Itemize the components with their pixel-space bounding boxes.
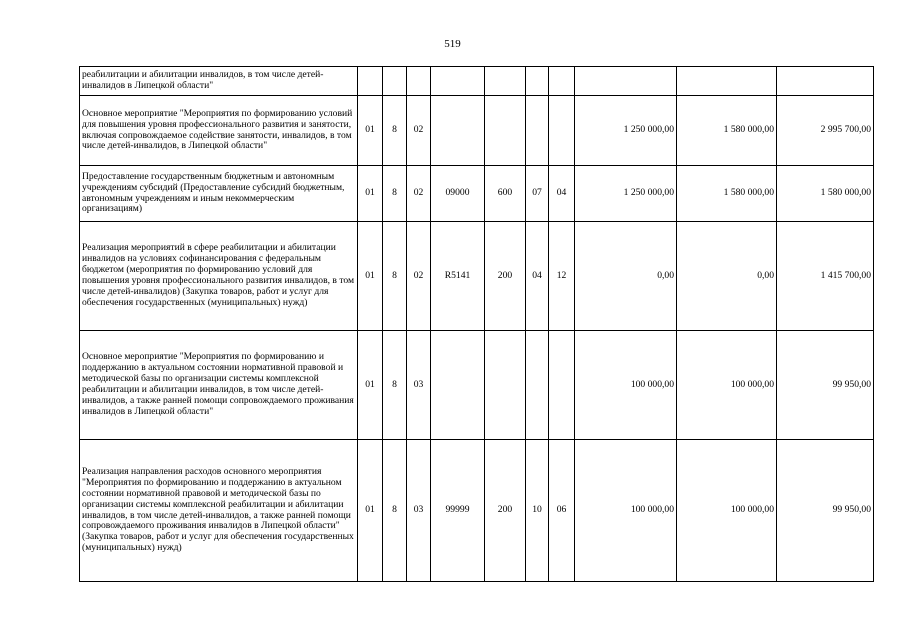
amount-year-2: 1 580 000,00 xyxy=(677,96,777,166)
amount-year-3 xyxy=(777,67,874,96)
amount-year-2: 100 000,00 xyxy=(677,440,777,582)
code-section xyxy=(526,67,549,96)
code-expense-type: 200 xyxy=(485,440,526,582)
row-description: реабилитации и абилитации инвалидов, в том числе детей-инвалидов в Липецкой области" xyxy=(80,67,358,96)
amount-year-3: 99 950,00 xyxy=(777,331,874,440)
code-event: 03 xyxy=(407,440,431,582)
code-direction: 09000 xyxy=(431,166,485,222)
table-body xyxy=(80,67,874,582)
table-row xyxy=(80,96,874,166)
table-row xyxy=(80,440,874,582)
code-direction: R5141 xyxy=(431,222,485,331)
code-program: 01 xyxy=(358,222,383,331)
amount-year-3: 1 580 000,00 xyxy=(777,166,874,222)
code-section: 04 xyxy=(526,222,549,331)
budget-table xyxy=(79,66,874,582)
code-direction: 99999 xyxy=(431,440,485,582)
table-row xyxy=(80,222,874,331)
code-section xyxy=(526,331,549,440)
code-subprogram: 8 xyxy=(383,96,407,166)
code-event: 02 xyxy=(407,96,431,166)
code-expense-type xyxy=(485,331,526,440)
code-subsection: 06 xyxy=(549,440,575,582)
code-subsection xyxy=(549,96,575,166)
code-subsection xyxy=(549,67,575,96)
code-expense-type xyxy=(485,67,526,96)
code-event: 03 xyxy=(407,331,431,440)
amount-year-2: 100 000,00 xyxy=(677,331,777,440)
row-description: Реализация мероприятий в сфере реабилитации и абилитации инвалидов на условиях софинансирования с федеральным бюджетом (мероприятия по формированию условий для повышения уровня профессионального развития инвалидов, в том числе детей-инвалидов) (Закупка товаров, работ и услуг для обеспечения государственных (муниципальных) нужд) xyxy=(80,222,358,331)
amount-year-2 xyxy=(677,67,777,96)
code-subprogram xyxy=(383,67,407,96)
code-direction xyxy=(431,67,485,96)
table-row xyxy=(80,331,874,440)
code-subsection: 12 xyxy=(549,222,575,331)
code-subprogram: 8 xyxy=(383,440,407,582)
code-section: 10 xyxy=(526,440,549,582)
row-description: Реализация направления расходов основного мероприятия "Мероприятия по формированию и поддержанию в актуальном состоянии нормативной правовой и методической базы по организации системы комплексной реабилитации и абилитации инвалидов, в том числе детей-инвалидов, а также ранней помощи сопровождаемого проживания инвалидов в Липецкой области" (Закупка товаров, работ и услуг для обеспечения государственных (муниципальных) нужд) xyxy=(80,440,358,582)
code-program: 01 xyxy=(358,440,383,582)
code-event: 02 xyxy=(407,222,431,331)
code-program: 01 xyxy=(358,96,383,166)
code-direction xyxy=(431,96,485,166)
code-program: 01 xyxy=(358,166,383,222)
code-program xyxy=(358,67,383,96)
code-event xyxy=(407,67,431,96)
amount-year-3: 99 950,00 xyxy=(777,440,874,582)
code-expense-type xyxy=(485,96,526,166)
code-direction xyxy=(431,331,485,440)
amount-year-1: 100 000,00 xyxy=(575,331,677,440)
amount-year-1 xyxy=(575,67,677,96)
code-section: 07 xyxy=(526,166,549,222)
amount-year-1: 1 250 000,00 xyxy=(575,166,677,222)
code-expense-type: 600 xyxy=(485,166,526,222)
table-row xyxy=(80,67,874,96)
code-event: 02 xyxy=(407,166,431,222)
row-description: Предоставление государственным бюджетным и автономным учреждениям субсидий (Предоставление субсидий бюджетным, автономным учреждениям и иным некоммерческим организациям) xyxy=(80,166,358,222)
row-description: Основное мероприятие "Мероприятия по формированию условий для повышения уровня профессионального развития и занятости, включая сопровождаемое содействие занятости, инвалидов, в том числе детей-инвалидов, в Липецкой области" xyxy=(80,96,358,166)
code-expense-type: 200 xyxy=(485,222,526,331)
amount-year-3: 2 995 700,00 xyxy=(777,96,874,166)
code-section xyxy=(526,96,549,166)
amount-year-1: 0,00 xyxy=(575,222,677,331)
amount-year-1: 100 000,00 xyxy=(575,440,677,582)
code-subprogram: 8 xyxy=(383,222,407,331)
row-description: Основное мероприятие "Мероприятия по формированию и поддержанию в актуальном состоянии нормативной правовой и методической базы по организации системы комплексной реабилитации и абилитации инвалидов, в том числе детей-инвалидов, а также ранней помощи сопровождаемого проживания инвалидов в Липецкой области" xyxy=(80,331,358,440)
table-row xyxy=(80,166,874,222)
amount-year-1: 1 250 000,00 xyxy=(575,96,677,166)
code-subprogram: 8 xyxy=(383,331,407,440)
code-subprogram: 8 xyxy=(383,166,407,222)
code-subsection xyxy=(549,331,575,440)
amount-year-2: 1 580 000,00 xyxy=(677,166,777,222)
amount-year-3: 1 415 700,00 xyxy=(777,222,874,331)
page-number: 519 xyxy=(444,38,461,50)
code-subsection: 04 xyxy=(549,166,575,222)
code-program: 01 xyxy=(358,331,383,440)
amount-year-2: 0,00 xyxy=(677,222,777,331)
